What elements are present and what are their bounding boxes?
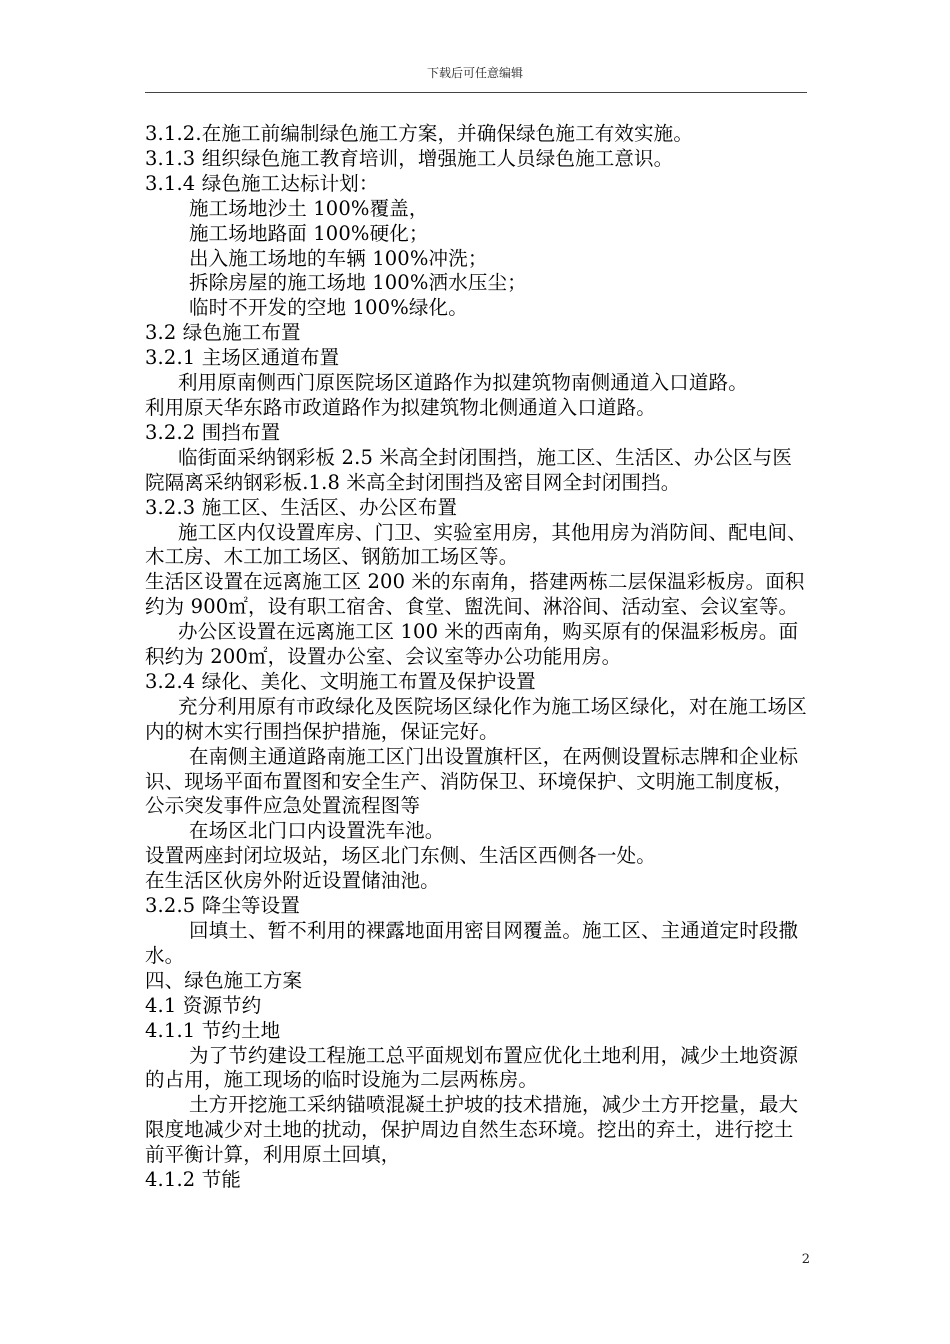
document-body: [145, 122, 810, 1193]
paragraph: 3.2.4 绿化、美化、文明施工布置及保护设置: [145, 669, 536, 693]
paragraph: 3.2.5 降尘等设置: [145, 894, 300, 918]
paragraph: 生活区设置在远离施工区 200 米的东南角，搭建两栋二层保温彩板房。面积约为 900㎡，设有职工宿舍、食堂、盥洗间、淋浴间、活动室、会议室等。: [145, 570, 805, 619]
paragraph: 土方开挖施工采纳锚喷混凝土护坡的技术措施，减少土方开挖量，最大限度地减少对土地的扰动，保护周边自然生态环境。挖出的弃土，进行挖土前平衡计算，利用原土回填，: [145, 1093, 799, 1167]
paragraph: 3.2 绿色施工布置: [145, 321, 301, 345]
paragraph: 在南侧主通道路南施工区门出设置旗杆区，在两侧设置标志牌和企业标识、现场平面布置图和安全生产、消防保卫、环境保护、文明施工制度板， 公示突发事件应急处置流程图等: [145, 744, 799, 818]
paragraph: 3.1.4 绿色施工达标计划：: [145, 171, 379, 195]
paragraph: 3.1.3 组织绿色施工教育培训，增强施工人员绿色施工意识。: [145, 146, 674, 170]
paragraph: 利用原南侧西门原医院场区道路作为拟建筑物南侧通道入口道路。: [178, 371, 748, 395]
header-divider: [145, 92, 807, 93]
paragraph: 临街面采纳钢彩板 2.5 米高全封闭围挡，施工区、生活区、办公区与医院隔离采纳钢彩板.1.8 米高全封闭围挡及密目网全封闭围挡。: [145, 445, 793, 494]
paragraph: 3.1.2.在施工前编制绿色施工方案，并确保绿色施工有效实施。: [145, 122, 693, 145]
paragraph: 3.2.1 主场区通道布置: [145, 346, 340, 370]
page-number: 2: [801, 1252, 810, 1267]
paragraph: 四、绿色施工方案: [145, 968, 303, 992]
page-header: 下载后可任意编辑: [426, 66, 523, 80]
paragraph: 利用原天华东路市政道路作为拟建筑物北侧通道入口道路。: [145, 395, 656, 419]
paragraph: 充分利用原有市政绿化及医院场区绿化作为施工场区绿化，对在施工场区内的树木实行围挡保护措施，保证完好。: [145, 694, 807, 743]
paragraph: 拆除房屋的施工场地 100%洒水压尘；: [189, 271, 527, 295]
paragraph: 3.2.3 施工区、生活区、办公区布置: [145, 495, 458, 519]
paragraph: 在生活区伙房外附近设置储油池。: [145, 869, 440, 893]
paragraph: 4.1.2 节能: [145, 1168, 242, 1192]
paragraph: 4.1.1 节约土地: [145, 1018, 281, 1042]
paragraph: 施工区内仅设置库房、门卫、实验室用房，其他用房为消防间、配电间、木工房、木工加工场区、钢筋加工场区等。: [145, 520, 807, 569]
paragraph: 出入施工场地的车辆 100%冲洗；: [189, 246, 488, 270]
paragraph: 施工场地沙土 100%覆盖，: [189, 196, 429, 220]
paragraph: 3.2.2 围挡布置: [145, 420, 281, 444]
paragraph: 回填土、暂不利用的裸露地面用密目网覆盖。施工区、主通道定时段撒水。: [145, 919, 799, 967]
paragraph: 4.1 资源节约: [145, 993, 262, 1017]
paragraph: 设置两座封闭垃圾站，场区北门东侧、生活区西侧各一处。: [145, 844, 656, 868]
paragraph: 办公区设置在远离施工区 100 米的西南角，购买原有的保温彩板房。面积约为 200㎡，设置办公室、会议室等办公功能用房。: [145, 620, 799, 669]
paragraph: 为了节约建设工程施工总平面规划布置应优化土地利用，减少土地资源的占用，施工现场的临时设施为二层两栋房。: [145, 1043, 799, 1092]
paragraph: 在场区北门口内设置洗车池。: [189, 819, 445, 843]
paragraph: 施工场地路面 100%硬化；: [189, 221, 429, 245]
paragraph: 临时不开发的空地 100%绿化。: [189, 296, 468, 320]
